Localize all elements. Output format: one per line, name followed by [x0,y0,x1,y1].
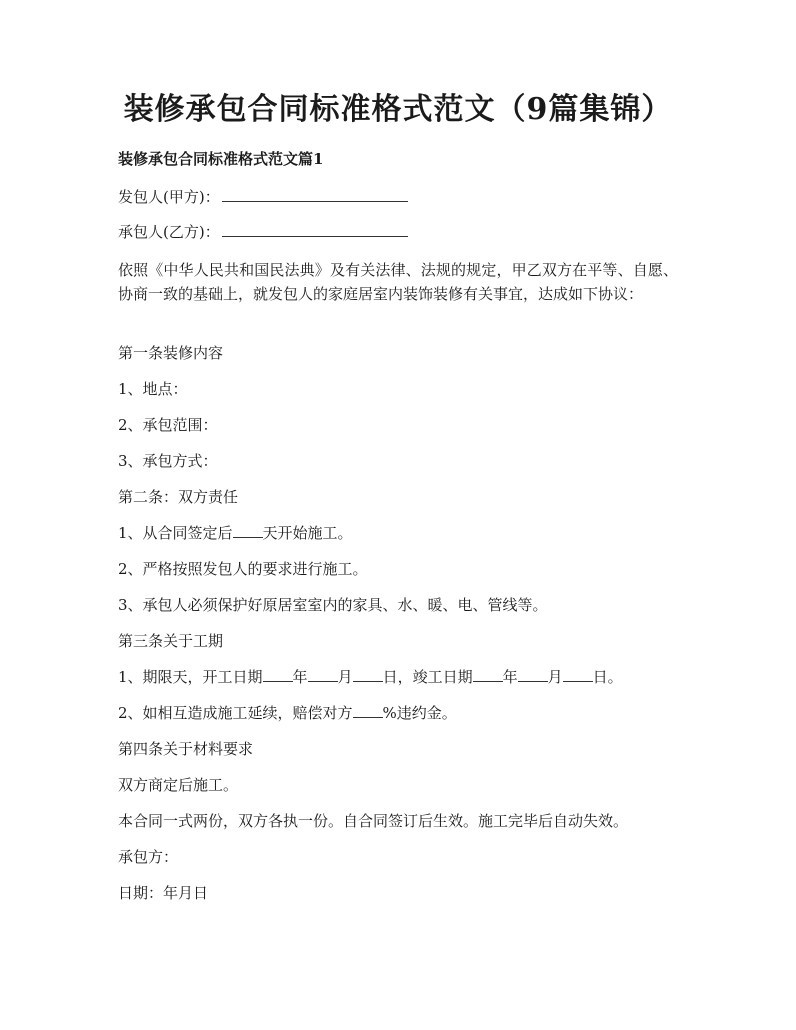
article2-item1-suffix: 天开始施工。 [262,524,353,542]
start-month-label: 月 [337,668,353,686]
article2-item1 [118,521,353,545]
article2-item2: 2、严格按照发包人的要求进行施工。 [118,560,368,578]
article4-heading: 第四条关于材料要求 [118,740,254,758]
article3-item1 [118,665,623,689]
party-a-label: 发包人(甲方)： [118,188,220,206]
section-heading: 装修承包合同标准格式范文篇1 [118,150,324,168]
party-b-blank [222,220,408,237]
start-year-label: 年 [292,668,308,686]
penalty-blank [353,701,383,718]
start-year-blank [263,665,293,682]
start-day-label: 日，竣工日期 [382,668,473,686]
article1-heading: 第一条装修内容 [118,344,224,362]
closing-statement: 本合同一式两份，双方各执一份。自合同签订后生效。施工完毕后自动失效。 [118,812,629,830]
end-day-label: 日。 [592,668,623,686]
start-month-blank [308,665,338,682]
end-year-label: 年 [502,668,518,686]
end-month-label: 月 [547,668,563,686]
end-year-blank [473,665,503,682]
end-day-blank [563,665,593,682]
article3-item2 [118,701,457,725]
article2-heading: 第二条：双方责任 [118,488,239,506]
days-blank [233,521,263,538]
party-a-line [118,185,408,209]
article3-heading: 第三条关于工期 [118,632,224,650]
article1-item-location: 1、地点： [118,380,188,398]
article1-item-method: 3、承包方式： [118,452,218,470]
article1-item-scope: 2、承包范围： [118,416,218,434]
article4-item1: 双方商定后施工。 [118,776,239,794]
contractor-label: 承包方： [118,848,179,866]
article3-item1-prefix: 1、期限天，开工日期 [118,668,263,686]
article3-item2-suffix: %违约金。 [382,704,457,722]
end-month-blank [518,665,548,682]
article2-item3: 3、承包人必须保护好原居室室内的家具、水、暖、电、管线等。 [118,596,548,614]
article3-item2-prefix: 2、如相互造成施工延续，赔偿对方 [118,704,353,722]
date-label: 日期：年月日 [118,884,209,902]
party-a-blank [222,185,408,202]
intro-paragraph: 依照《中华人民共和国民法典》及有关法律、法规的规定，甲乙双方在平等、自愿、协商一致的基础上，就发包人的家庭居室内装饰装修有关事宜，达成如下协议： [118,261,678,303]
start-day-blank [353,665,383,682]
article2-item1-prefix: 1、从合同签定后 [118,524,233,542]
party-b-label: 承包人(乙方)： [118,223,220,241]
document-title: 装修承包合同标准格式范文（9篇集锦） [123,92,673,127]
party-b-line [118,220,408,244]
